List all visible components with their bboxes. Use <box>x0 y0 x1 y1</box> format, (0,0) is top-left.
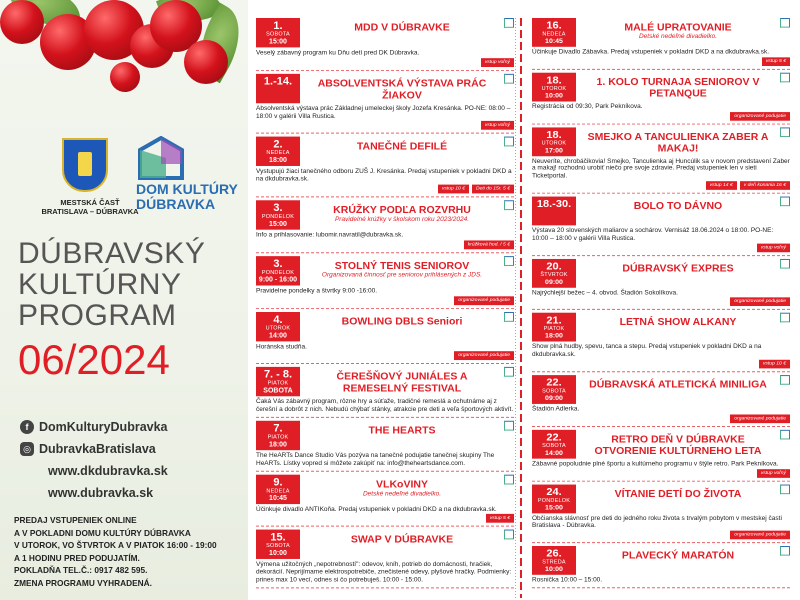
event-separator <box>532 542 790 543</box>
venue-icon <box>504 256 514 266</box>
event-title: STOLNÝ TENIS SENIOROV <box>334 259 470 272</box>
event-description: Štadión Adlerka. <box>532 405 580 413</box>
event-separator <box>256 363 514 364</box>
event-tag: vstup 10 € <box>759 360 790 369</box>
event-weekday: NEDEĽA <box>266 487 290 494</box>
event-title: ABSOLVENTSKÁ VÝSTAVA PRÁC ŽIAKOV <box>317 77 487 102</box>
event-title: RETRO DEŇ V DÚBRAVKE OTVORENIE KULTÚRNEHO LETA <box>594 433 762 457</box>
event-separator <box>532 193 790 194</box>
event-weekday: SOBOTA <box>266 543 290 550</box>
event-title: MDD V DÚBRAVKE <box>354 21 450 34</box>
event-tag: vstup 14 € <box>706 181 737 190</box>
event-item <box>532 484 790 543</box>
event-separator <box>256 70 514 71</box>
event-description: Pravidelne pondelky a štvrtky 9:00 -16:00. <box>256 287 378 295</box>
event-date-box <box>532 313 576 342</box>
column-divider <box>520 18 522 598</box>
event-title-block <box>576 259 790 288</box>
event-date: 7. <box>273 422 283 435</box>
venue-icon <box>504 18 514 28</box>
event-description: Výmena užitočných „nepotrebností": odevov, kníh, potrieb do domácnosti, hračiek, dekorácií. Neprijímame elektrospotrebiče, znečistené odevy, plyšové hračky. Podmienky: prines max 10 vecí, odnes si čo potrebuješ. 10:00 - 15:00. <box>256 561 512 584</box>
event-date: 9. <box>273 476 283 488</box>
event-tags <box>532 468 790 478</box>
event-title: SWAP V DÚBRAVKE <box>350 533 454 546</box>
event-date: 22. <box>546 431 562 444</box>
instagram-handle: DubravkaBratislava <box>39 442 156 456</box>
event-time: 18:00 <box>269 441 287 449</box>
event-title-block <box>576 375 790 404</box>
event-title-block <box>300 74 514 103</box>
facebook-link[interactable] <box>20 420 168 434</box>
event-tag: vstup voľný <box>481 121 514 130</box>
event-title-block <box>576 313 790 342</box>
event-date-box <box>532 546 576 575</box>
event-description: Veselý zábavný program ku Dňu detí pred DK Dúbravka. <box>256 49 420 57</box>
event-tags <box>532 180 790 190</box>
event-weekday: SOBOTA <box>542 388 566 395</box>
dom-kultury-name <box>136 182 238 212</box>
event-weekday: PIATOK <box>267 434 289 441</box>
event-tag: v deň konania 16 € <box>740 181 790 190</box>
event-time: 15:00 <box>545 504 563 512</box>
event-title: KRÚŽKY PODĽA ROZVRHU <box>333 204 471 216</box>
events-column-left <box>256 18 514 591</box>
venue-icon <box>780 313 790 323</box>
event-tags <box>256 184 514 194</box>
event-title-block <box>576 18 790 47</box>
event-tag: vstup voľný <box>481 58 514 67</box>
event-date-box <box>532 18 576 47</box>
event-description: Účinkuje divadlo ANTIKoňa. Predaj vstupeniek v pokladni DKD a na dkdubravka.sk. <box>256 505 497 513</box>
event-date-box <box>256 367 300 396</box>
event-title-block <box>300 137 514 166</box>
event-date-box <box>256 474 300 503</box>
program-title-line3: PROGRAM <box>18 299 177 332</box>
venue-icon <box>780 375 790 385</box>
event-item <box>256 137 514 197</box>
event-title-block <box>300 530 514 559</box>
venue-icon <box>780 197 790 207</box>
event-description: Účinkuje Divadlo Zábavka. Predaj vstupeniek v pokladni DKD a na dkdubravka.sk. <box>532 48 770 56</box>
event-date-box <box>532 375 576 404</box>
event-time: 10:00 <box>545 566 563 574</box>
column-divider-dotted <box>515 18 516 598</box>
event-item <box>532 313 790 372</box>
event-separator <box>256 133 514 134</box>
event-tag: krúžková hod. / 5 € <box>464 240 514 249</box>
event-weekday: NEDEĽA <box>266 150 290 157</box>
event-title-block <box>576 73 790 102</box>
event-tag: vstup voľný <box>757 243 790 252</box>
presale-info <box>14 514 254 589</box>
event-item <box>256 421 514 472</box>
event-item <box>256 18 514 71</box>
event-date-box <box>256 137 300 166</box>
event-description: Registrácia od 09:30, Park Pekníkova. <box>532 103 643 110</box>
event-tags <box>532 359 790 369</box>
event-item <box>256 474 514 527</box>
event-separator <box>532 480 790 481</box>
event-tag: organizované podujatie <box>730 414 790 423</box>
event-tag: organizované podujatie <box>730 298 790 307</box>
event-item <box>532 546 790 588</box>
event-separator <box>256 417 514 418</box>
event-title-block <box>576 127 790 156</box>
event-weekday: UTOROK <box>541 140 567 147</box>
venue-icon <box>780 127 790 137</box>
event-subtitle: Detské nedeľné divadielko. <box>638 33 718 41</box>
event-description: Zábavné popoludnie plné športu a kultúrneho programu v štýle retro. Park Pekníkova. <box>532 460 779 468</box>
municipality-line1: MESTSKÁ ČASŤ <box>60 198 120 207</box>
event-title: 1. KOLO TURNAJA SENIOROV V PETANQUE <box>596 76 760 100</box>
event-title: BOLO TO DÁVNO <box>633 200 723 212</box>
event-title: BOWLING DBLS Seniori <box>341 315 463 328</box>
event-date-box <box>532 197 576 226</box>
event-time: 18:00 <box>269 157 287 165</box>
event-date-box <box>532 430 576 459</box>
event-item <box>532 430 790 482</box>
event-title-block <box>576 430 790 459</box>
dom-kultury-logo-icon <box>136 136 186 180</box>
event-separator <box>532 255 790 256</box>
event-date: 20. <box>546 260 562 272</box>
event-weekday: NEDEĽA <box>542 31 566 38</box>
event-date: 15. <box>270 531 286 544</box>
event-tags <box>532 413 790 423</box>
event-time: 14:00 <box>545 449 563 457</box>
event-date: 7. - 8. <box>263 369 293 381</box>
event-date-box <box>256 421 300 450</box>
event-date: 21. <box>546 315 562 327</box>
event-time: 9:00 - 16:00 <box>258 276 298 284</box>
event-title: LETNÁ SHOW ALKANY <box>619 316 737 329</box>
event-tags <box>256 513 514 523</box>
event-date: 16. <box>546 19 562 32</box>
event-title-block <box>300 312 514 341</box>
event-time: 10:00 <box>545 92 563 100</box>
event-item <box>532 259 790 311</box>
event-separator <box>532 587 790 588</box>
presale-line: A V POKLADNI DOMU KULTÚRY DÚBRAVKA <box>14 527 191 538</box>
event-date-box <box>532 127 576 156</box>
program-title-line2: KULTÚRNY <box>18 268 182 301</box>
venue-icon <box>780 484 790 494</box>
event-weekday: PIATOK <box>267 380 289 387</box>
venue-logo-line1: DOM KULTÚRY <box>136 181 238 197</box>
event-tag: vstup 5 € <box>762 57 790 66</box>
event-separator <box>532 309 790 310</box>
event-title-block <box>300 18 514 47</box>
event-title: MALÉ UPRATOVANIE <box>624 21 732 34</box>
instagram-link[interactable] <box>20 442 156 456</box>
event-time: 18:00 <box>545 333 563 340</box>
event-date-box <box>532 73 576 102</box>
event-item <box>532 127 790 194</box>
event-tags <box>532 242 790 252</box>
venue-icon <box>780 546 790 556</box>
facebook-handle: DomKulturyDubravka <box>39 420 168 434</box>
event-tag: organizované podujatie <box>730 531 790 540</box>
event-item <box>256 200 514 253</box>
event-tags <box>256 351 514 361</box>
event-date-box <box>256 312 300 341</box>
event-description: Čaká Vás zábavný program, rôzne hry a súťaže, tradičné remeslá a ochutnáme aj z čerešní a dobrôt z nich. Nebudú chýbať stánky, atrakcie pre deti a veľa športových aktivít. <box>256 398 514 414</box>
event-separator <box>532 123 790 124</box>
event-weekday: STREDA <box>542 559 566 566</box>
event-description: Rosnička 10:00 – 15:00. <box>532 576 603 584</box>
event-date: 18. <box>546 128 562 141</box>
event-title: DÚBRAVSKÁ ATLETICKÁ MINILIGA <box>589 378 767 391</box>
event-time: 10:45 <box>269 494 287 502</box>
event-tags <box>532 297 790 307</box>
municipality-crest-icon <box>62 138 108 192</box>
event-date-box <box>256 530 300 559</box>
event-tag: Deti do 15r. 5 € <box>472 185 514 194</box>
event-weekday: PONDELOK <box>537 497 571 504</box>
website-link-dkd[interactable]: www.dkdubravka.sk <box>48 464 168 478</box>
program-title-line1: DÚBRAVSKÝ <box>18 237 206 270</box>
venue-icon <box>780 18 790 28</box>
event-title: VLKoVINY <box>376 478 428 490</box>
event-description: The HeARTs Dance Studio Vás pozýva na tanečné podujatie tanečnej skupiny The HeARTs. Lístky vopred si môžete zakúpiť na: info@theheartsdance.com. <box>256 452 495 467</box>
event-date: 1. <box>273 19 283 32</box>
municipality-line2: BRATISLAVA – DÚBRAVKA <box>41 207 139 216</box>
venue-icon <box>504 312 514 322</box>
event-date: 24. <box>546 486 562 498</box>
event-title-block <box>576 197 790 226</box>
event-separator <box>256 470 514 471</box>
event-date: 26. <box>546 548 562 560</box>
event-separator <box>256 196 514 197</box>
event-date-box <box>256 74 300 103</box>
event-tag: vstup 10 € <box>438 185 469 194</box>
event-description: Info a prihlasovanie: lubomir.navratil@dubravka.sk. <box>256 231 404 239</box>
event-subtitle: Organizovaná činnosť pre seniorov prihlásených z JDS. <box>321 271 483 279</box>
event-time: 15:00 <box>269 38 287 46</box>
event-date-box <box>256 256 300 285</box>
event-date: 2. <box>273 138 283 151</box>
event-subtitle: Detské nedeľné divadielko. <box>362 489 442 497</box>
venue-icon <box>504 367 514 377</box>
event-time: 09:00 <box>545 278 563 286</box>
event-item <box>256 74 514 134</box>
event-date: 3. <box>273 202 283 214</box>
event-date: 3. <box>273 257 283 270</box>
event-description: Občianska slávnosť pre deti do jedného roku života s trvalým pobytom v mestskej časti Bratislava - Dúbravka. <box>532 514 782 530</box>
event-separator <box>256 587 514 588</box>
event-description: Výstava 20 slovenských maliarov a sochárov. Vernisáž 18.06.2024 o 18:00. PO-NE: 10:00 – 18:00 v galérii Villa Rustica. <box>532 227 774 242</box>
event-weekday: PIATOK <box>543 326 565 333</box>
event-weekday: PONDELOK <box>261 213 295 220</box>
venue-icon <box>504 474 514 484</box>
event-description: Vystupujú žiaci tanečného odboru ZUŠ J. Kresánka. Predaj vstupeniek v pokladni DKD a na dkdubravka.sk. <box>256 168 512 183</box>
facebook-icon: f <box>20 420 34 434</box>
event-tag: organizované podujatie <box>454 352 514 361</box>
event-tags <box>532 56 790 66</box>
presale-line: POKLADŇA TEL.Č.: 0917 482 595. <box>14 565 148 575</box>
municipality-label <box>40 198 140 216</box>
event-time: SOBOTA <box>263 387 293 395</box>
event-weekday: SOBOTA <box>266 31 290 38</box>
event-title: PLAVECKÝ MARATÓN <box>621 549 735 562</box>
event-date-box <box>532 484 576 513</box>
event-separator <box>532 371 790 372</box>
program-title <box>18 238 205 331</box>
event-description: Neuveríte, chrobáčikovia! Smejko, Tanculienka aj Huncúlik sa v novom predstavení Zaber a makaj! rozhodnú urobiť niečo pre svoje zdravie. Predaj vstupeniek len v sieti Ticketportal. <box>532 157 790 180</box>
event-separator <box>532 426 790 427</box>
event-tags <box>256 57 514 67</box>
event-item <box>532 197 790 256</box>
event-date: 18.-30. <box>536 198 572 210</box>
event-time: 10:00 <box>269 550 287 558</box>
event-description: Najrýchlejší bežec – 4. obvod. Štadión Sokolíkova. <box>532 289 678 296</box>
event-item <box>532 18 790 70</box>
event-description: Absolventská výstava prác Základnej umeleckej školy Jozefa Kresánka. PO-NE: 08:00 – 18:00 v galérii Villa Rustica. <box>256 105 511 120</box>
venue-icon <box>504 137 514 147</box>
presale-line: V UTOROK, VO ŠTVRTOK A V PIATOK 16:00 - 19:00 <box>14 540 217 550</box>
event-title-block <box>576 546 790 575</box>
venue-icon <box>504 530 514 540</box>
event-date: 1.-14. <box>263 75 293 88</box>
event-title: TANEČNÉ DEFILÉ <box>356 140 448 153</box>
event-item <box>256 256 514 309</box>
venue-icon <box>504 74 514 84</box>
event-title-block <box>300 367 514 396</box>
event-title-block <box>576 484 790 513</box>
event-title: DÚBRAVSKÝ EXPRES <box>622 262 734 274</box>
event-date: 22. <box>546 377 562 389</box>
event-tag: organizované podujatie <box>730 112 790 121</box>
event-date-box <box>256 18 300 47</box>
event-title: SMEJKO A TANCULIENKA ZABER A MAKAJ! <box>587 130 769 154</box>
event-title-block <box>300 474 514 503</box>
event-title-block <box>300 256 514 285</box>
event-title-block <box>300 421 514 450</box>
event-tags <box>532 111 790 121</box>
event-date-box <box>256 200 300 229</box>
event-separator <box>256 526 514 527</box>
event-subtitle: Pravidelné krúžky v školskom roku 2023/2024. <box>334 215 470 223</box>
event-tags <box>532 530 790 540</box>
presale-line: A 1 HODINU PRED PODUJATÍM. <box>14 552 140 563</box>
event-weekday: UTOROK <box>265 325 291 332</box>
venue-logo-line2: DÚBRAVKA <box>136 196 216 212</box>
event-time: 10:45 <box>545 38 563 45</box>
program-month: 06/2024 <box>18 336 170 383</box>
event-title-block <box>300 200 514 229</box>
venue-icon <box>504 421 514 431</box>
event-item <box>256 367 514 418</box>
event-tag: vstup 5 € <box>486 514 514 523</box>
venue-icon <box>780 430 790 440</box>
event-date-box <box>532 259 576 288</box>
event-title: THE HEARTS <box>368 424 436 437</box>
venue-icon <box>780 259 790 269</box>
events-column-right <box>532 18 790 591</box>
event-title: VÍTANIE DETÍ DO ŽIVOTA <box>614 487 742 500</box>
event-separator <box>256 252 514 253</box>
event-weekday: PONDELOK <box>261 269 295 276</box>
event-item <box>532 73 790 125</box>
event-time: 14:00 <box>269 332 287 340</box>
website-link-dubravka[interactable]: www.dubravka.sk <box>48 486 154 500</box>
event-time: 09:00 <box>545 395 563 402</box>
event-item <box>532 375 790 427</box>
event-description: Horánska studňa. <box>256 342 307 350</box>
presale-line: ZMENA PROGRAMU VYHRADENÁ. <box>14 577 152 588</box>
event-tags <box>256 239 514 249</box>
event-time: 17:00 <box>545 147 563 154</box>
event-item <box>256 312 514 365</box>
event-separator <box>532 69 790 70</box>
event-weekday: ŠTVRTOK <box>540 271 568 278</box>
instagram-icon: ◎ <box>20 442 34 456</box>
event-separator <box>256 308 514 309</box>
event-time: 15:00 <box>269 220 287 228</box>
event-title: ČEREŠŇOVÝ JUNIÁLES A REMESELNÝ FESTIVAL <box>336 371 468 395</box>
venue-icon <box>504 200 514 210</box>
presale-line: PREDAJ VSTUPENIEK ONLINE <box>14 515 137 525</box>
event-tag: organizované podujatie <box>454 296 514 305</box>
event-tags <box>256 120 514 130</box>
venue-icon <box>780 73 790 83</box>
event-tags <box>256 295 514 305</box>
event-date: 18. <box>546 74 562 86</box>
event-item <box>256 530 514 588</box>
event-date: 4. <box>273 313 283 326</box>
event-tag: vstup voľný <box>757 469 790 478</box>
event-weekday: UTOROK <box>541 85 567 92</box>
event-description: Show plná hudby, spevu, tanca a stepu. Predaj vstupeniek v pokladni DKD a na dkdubravka.sk. <box>532 343 762 359</box>
event-weekday: SOBOTA <box>542 443 566 449</box>
